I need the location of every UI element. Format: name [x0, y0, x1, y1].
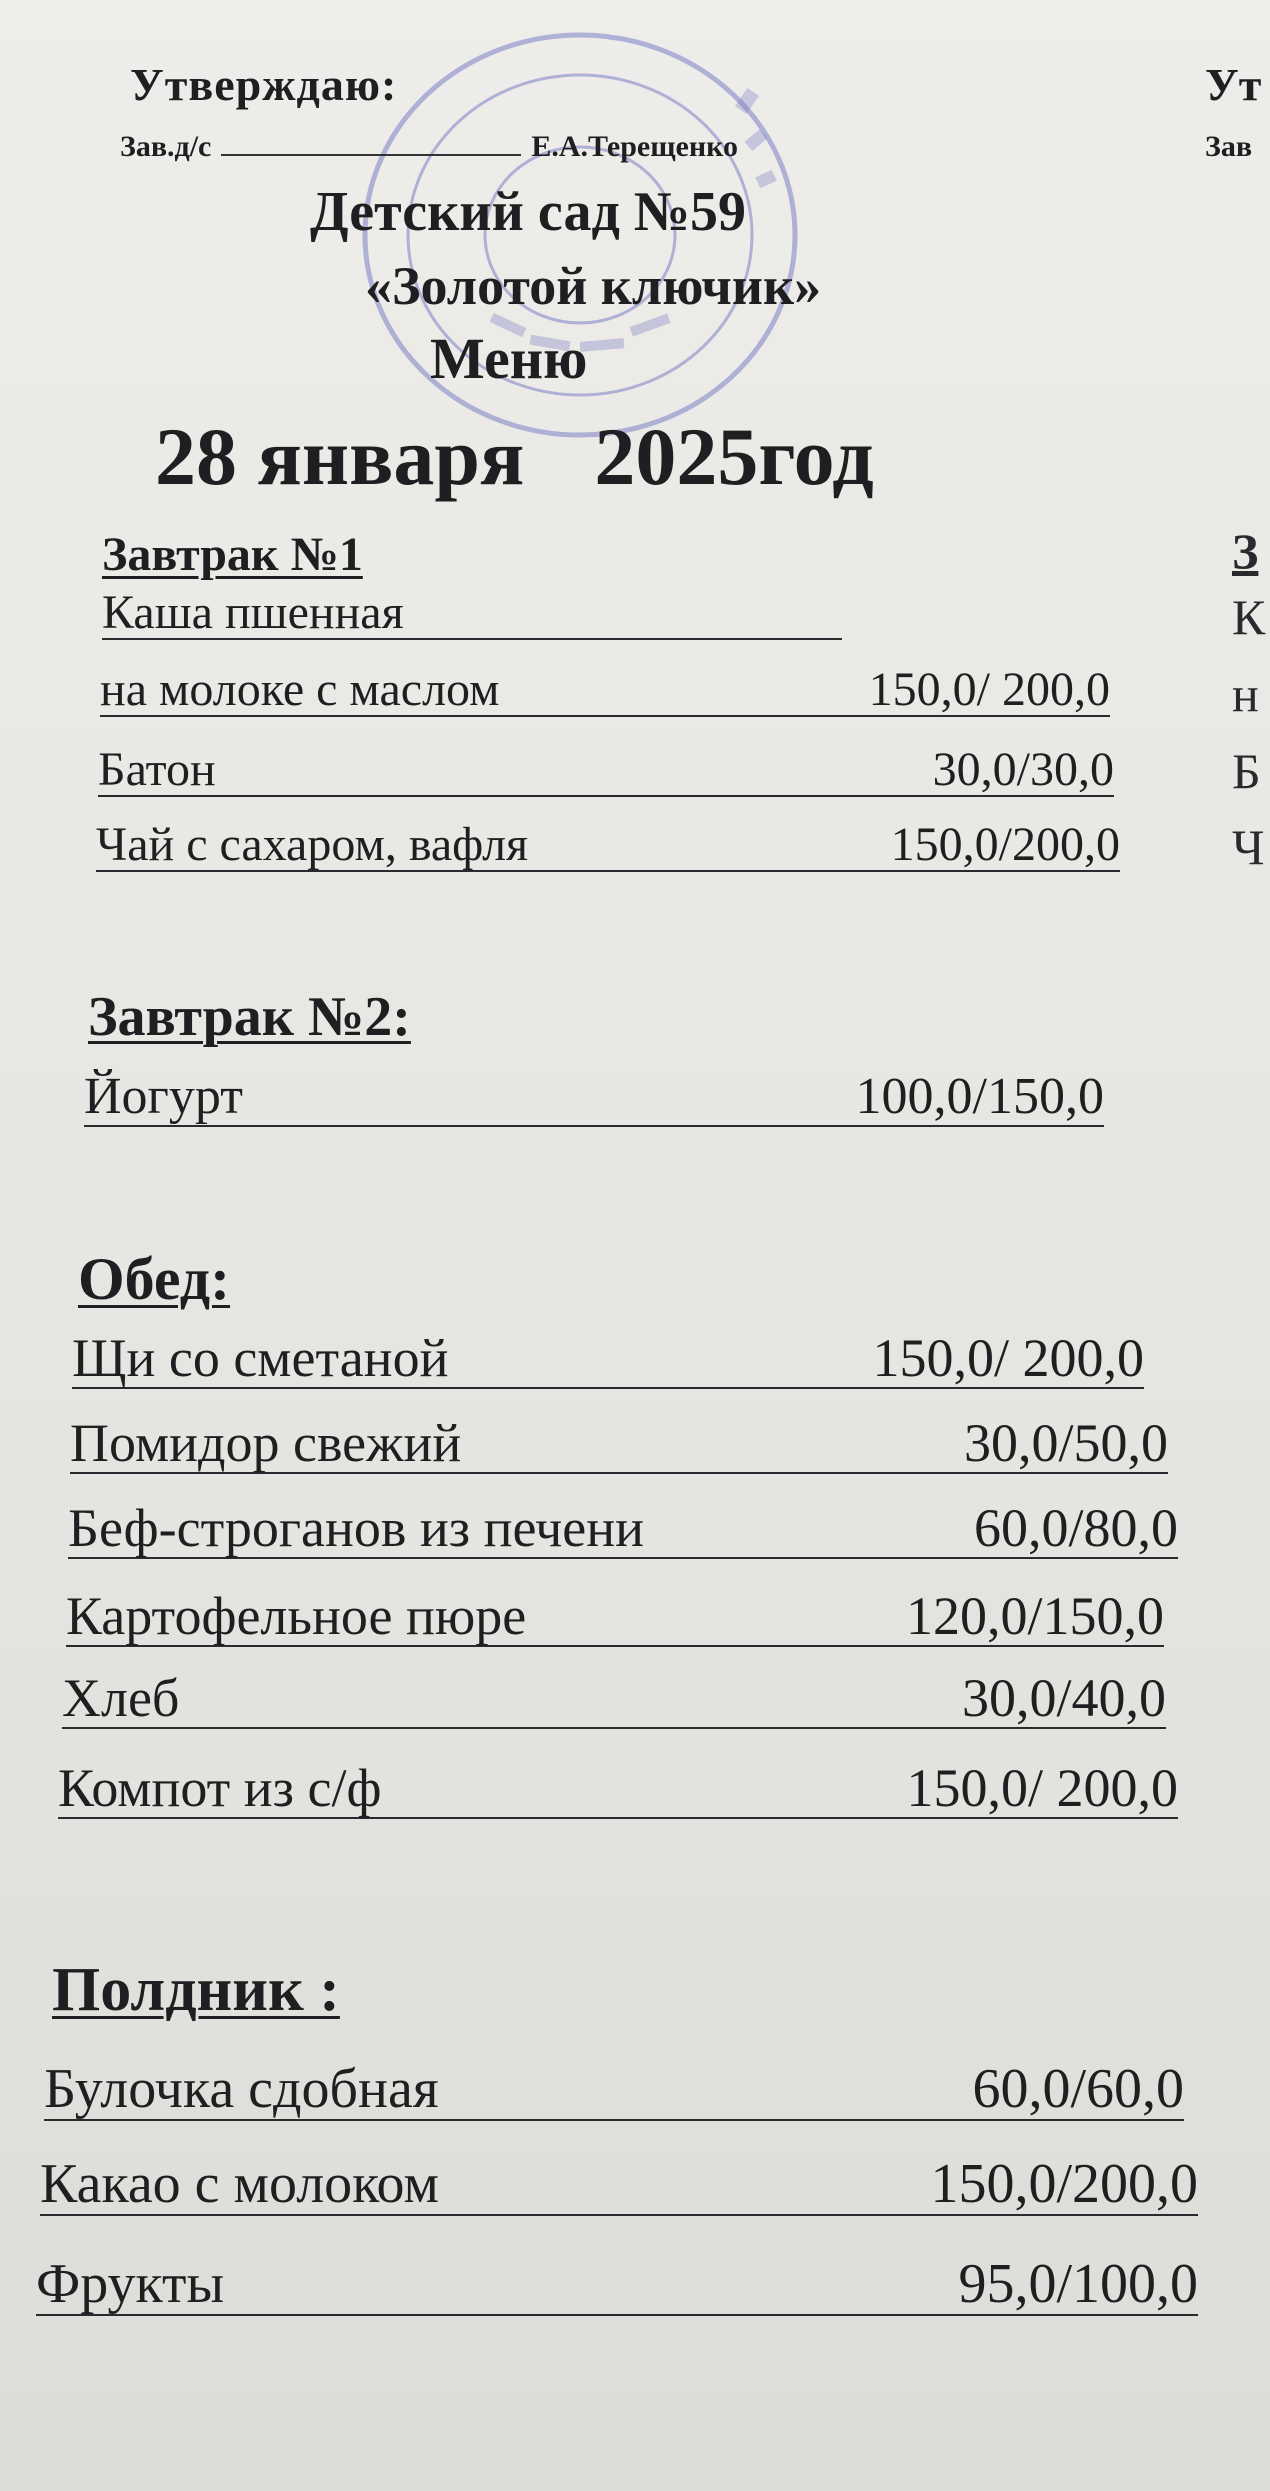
- menu-row: [68, 1500, 1178, 1559]
- dish-portion: 30,0/30,0: [932, 743, 1114, 796]
- dish-portion: 30,0/50,0: [963, 1413, 1168, 1473]
- menu-row: [96, 820, 1120, 872]
- kindergarten-nickname: «Золотой ключик»: [365, 256, 822, 316]
- menu-row: [58, 1760, 1178, 1819]
- dish-name: Хлеб: [62, 1668, 180, 1728]
- menu-row: [102, 588, 842, 640]
- menu-title: Меню: [430, 326, 588, 391]
- menu-date: [155, 410, 874, 504]
- right-edge-fragment: Б: [1232, 743, 1261, 799]
- dish-portion: 95,0/100,0: [958, 2253, 1198, 2315]
- approve-label: Утверждаю:: [130, 59, 398, 110]
- dish-name: Компот из с/ф: [58, 1758, 382, 1818]
- right-edge-fragment: К: [1232, 589, 1266, 645]
- head-signature-line: [120, 130, 738, 164]
- dish-name: Беф-строганов из печени: [68, 1498, 645, 1558]
- right-edge-fragment: Ч: [1232, 819, 1265, 875]
- section-title-breakfast-2: Завтрак №2:: [88, 986, 411, 1048]
- right-edge-fragment: З: [1232, 523, 1259, 579]
- menu-row: [72, 1330, 1144, 1389]
- signature-blank: [221, 154, 521, 156]
- dish-portion: 150,0/ 200,0: [868, 663, 1110, 716]
- head-prefix: Зав.д/с: [120, 130, 212, 163]
- head-name: Е.А.Терещенко: [531, 130, 739, 163]
- kindergarten-name: Детский сад №59: [310, 181, 747, 243]
- menu-row: [66, 1588, 1164, 1647]
- menu-row: [70, 1415, 1168, 1474]
- menu-row: [100, 665, 1110, 717]
- dish-portion: 100,0/150,0: [855, 1068, 1104, 1125]
- date-year: 2025год: [594, 411, 874, 502]
- date-day: 28 января: [155, 411, 525, 502]
- menu-row: [40, 2155, 1198, 2216]
- dish-name: Картофельное пюре: [66, 1586, 527, 1646]
- seal-stamp-icon: [330, 20, 830, 470]
- section-title-breakfast-1: Завтрак №1: [102, 528, 363, 581]
- dish-name: Щи со сметаной: [72, 1328, 449, 1388]
- section-title-lunch: Обед:: [78, 1246, 231, 1312]
- right-edge-fragment: н: [1232, 666, 1259, 722]
- dish-name: Чай с сахаром, вафля: [96, 818, 529, 871]
- menu-row: [84, 1070, 1104, 1127]
- dish-name: Помидор свежий: [70, 1413, 462, 1473]
- section-title-afternoon-snack: Полдник :: [52, 1956, 340, 2024]
- dish-portion: 60,0/60,0: [972, 2058, 1184, 2120]
- dish-name: Фрукты: [36, 2253, 225, 2315]
- dish-name: Йогурт: [84, 1068, 243, 1125]
- dish-portion: 120,0/150,0: [905, 1586, 1164, 1646]
- dish-portion: 60,0/80,0: [973, 1498, 1178, 1558]
- approve-label-right-fragment: Ут: [1205, 59, 1262, 110]
- dish-name: Булочка сдобная: [44, 2058, 439, 2120]
- dish-portion: 150,0/ 200,0: [872, 1328, 1144, 1388]
- menu-row: [36, 2255, 1198, 2316]
- menu-row: [44, 2060, 1184, 2121]
- dish-portion: 150,0/200,0: [930, 2153, 1198, 2215]
- dish-portion: 30,0/40,0: [961, 1668, 1166, 1728]
- dish-portion: 150,0/200,0: [890, 818, 1120, 871]
- dish-name: на молоке с маслом: [100, 663, 500, 716]
- dish-name: Какао с молоком: [40, 2153, 439, 2215]
- dish-name: Батон: [98, 743, 216, 796]
- dish-portion: 150,0/ 200,0: [906, 1758, 1178, 1818]
- dish-name: Каша пшенная: [102, 586, 404, 639]
- menu-row: [98, 745, 1114, 797]
- menu-row: [62, 1670, 1166, 1729]
- head-prefix-right-fragment: Зав: [1205, 130, 1253, 163]
